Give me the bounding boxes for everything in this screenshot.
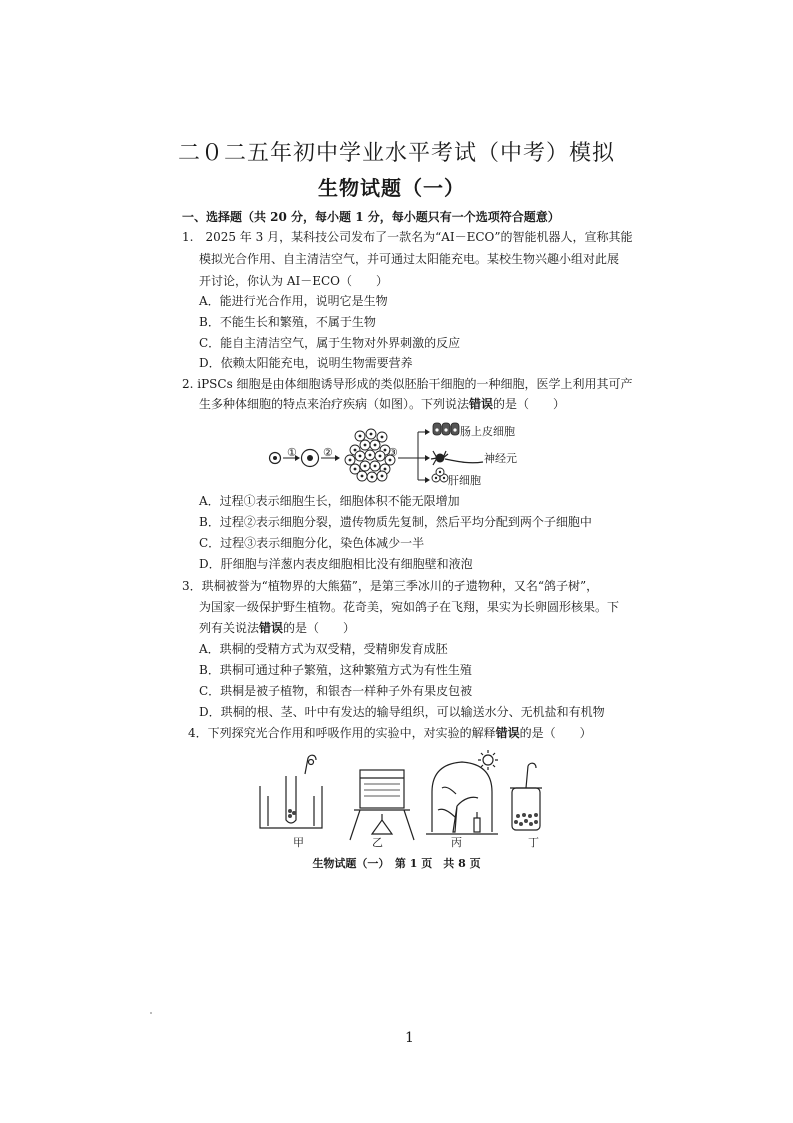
step-3-label: ③ [388, 446, 398, 459]
question-3-option-b: B．珙桐可通过种子繁殖，这种繁殖方式为有性生殖 [199, 663, 472, 677]
question-2-option-a: A．过程①表示细胞生长，细胞体积不能无限增加 [199, 494, 460, 508]
question-1-line-3: 开讨论，你认为 AI－ECO（ ） [199, 274, 389, 288]
question-1-option-b: B．不能生长和繁殖，不属于生物 [199, 315, 376, 329]
question-3-option-d: D．珙桐的根、茎、叶中有发达的输导组织，可以输送水分、无机盐和有机物 [199, 705, 605, 719]
question-4-line-1: 4．下列探究光合作用和呼吸作用的实验中，对实验的解释错误的是（ ） [188, 726, 592, 740]
label-intestinal-cell: 肠上皮细胞 [460, 425, 515, 438]
question-1-option-d: D．依赖太阳能充电，说明生物需要营养 [199, 356, 413, 370]
emphasis-wrong: 错误 [469, 397, 494, 411]
question-1-option-a: A．能进行光合作用，说明它是生物 [199, 294, 388, 308]
label-yi: 乙 [372, 836, 383, 849]
question-1-option-c: C．能自主清洁空气，属于生物对外界刺激的反应 [199, 336, 461, 350]
label-ding: 丁 [528, 836, 539, 849]
emphasis-wrong: 错误 [495, 726, 520, 740]
label-jia: 甲 [293, 836, 304, 849]
question-3-line-1: 3．珙桐被誉为“植物界的大熊猫”，是第三季冰川的孑遗物种，又名“鸽子树”， [182, 579, 599, 593]
question-2-line-2: 生多种体细胞的特点来治疗疾病（如图）。下列说法错误的是（ ） [199, 397, 566, 411]
exam-title: 二０二五年初中学业水平考试（中考）模拟 [177, 141, 615, 166]
question-2-line-1: 2. iPSCs 细胞是由体细胞诱导形成的类似胚胎干细胞的一种细胞，医学上利用其可产 [182, 377, 633, 391]
question-2-option-b: B．过程②表示细胞分裂，遗传物质先复制，然后平均分配到两个子细胞中 [199, 515, 592, 529]
page-number: 1 [405, 1030, 414, 1046]
label-neuron: 神经元 [484, 452, 517, 465]
label-liver-cell: 肝细胞 [448, 474, 481, 487]
question-1-line-1: 1. 2025 年 3 月，某科技公司发布了一款名为“AI－ECO”的智能机器人，宣称其能 [182, 230, 633, 244]
step-2-label: ② [323, 446, 333, 459]
scan-speck [150, 1012, 152, 1014]
question-3-option-a: A．珙桐的受精方式为双受精，受精卵发育成胚 [199, 642, 448, 656]
emphasis-wrong: 错误 [259, 621, 284, 635]
question-3-line-3: 列有关说法错误的是（ ） [199, 621, 356, 635]
question-1-line-2: 模拟光合作用、自主清洁空气，并可通过太阳能充电。某校生物兴趣小组对此展 [199, 252, 620, 266]
step-1-label: ① [287, 446, 297, 459]
label-bing: 丙 [451, 836, 462, 849]
question-3-line-2: 为国家一级保护野生植物。花奇美，宛如鸽子在飞翔，果实为长卵圆形核果。下 [199, 600, 620, 614]
section-heading: 一、选择题（共 20 分，每小题 1 分，每小题只有一个选项符合题意） [182, 210, 560, 224]
question-2-option-c: C．过程③表示细胞分化，染色体减少一半 [199, 536, 425, 550]
page-footer: 生物试题（一） 第 1 页 共 8 页 [312, 857, 481, 870]
question-2-option-d: D．肝细胞与洋葱内表皮细胞相比没有细胞壁和液泡 [199, 557, 473, 571]
question-3-option-c: C．珙桐是被子植物，和银杏一样种子外有果皮包被 [199, 684, 473, 698]
exam-subtitle: 生物试题（一） [318, 176, 465, 200]
